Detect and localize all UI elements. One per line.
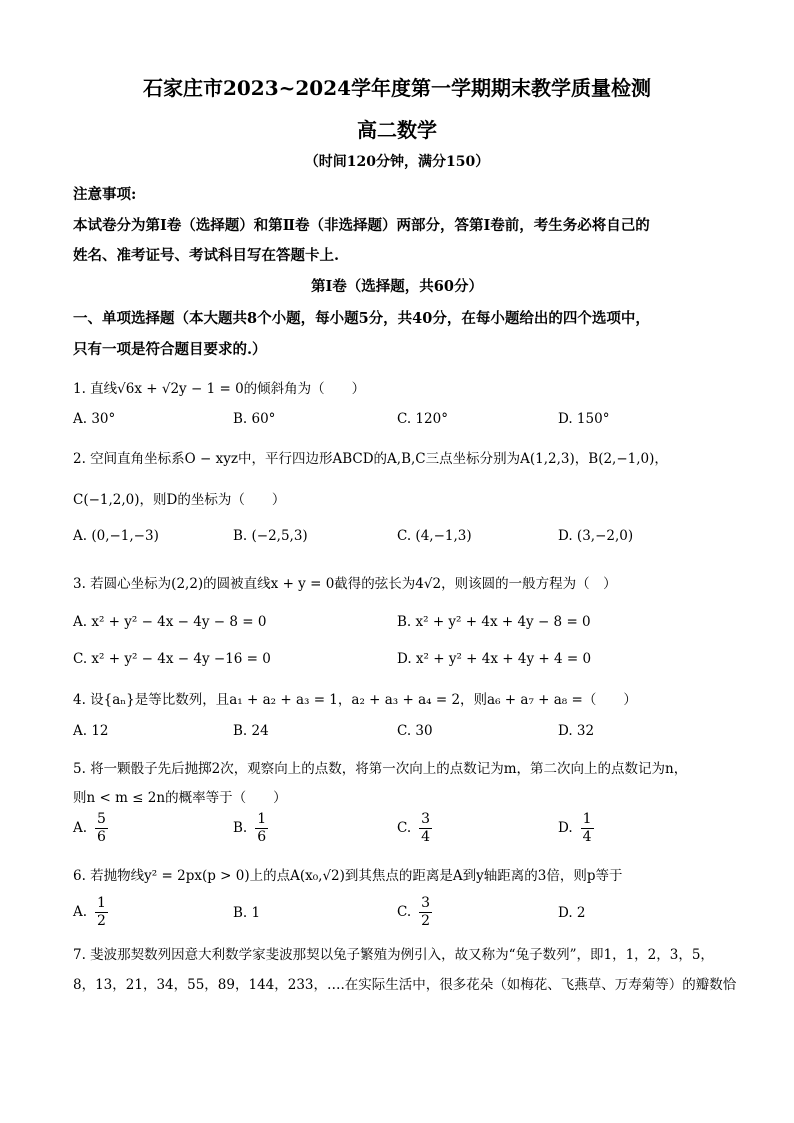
q2-option-a: A. (0,−1,−3) xyxy=(73,528,159,544)
q6-option-b: B. 1 xyxy=(233,905,261,921)
question-7-line-2: 8，13，21，34，55，89，144，233，….在实际生活中，很多花朵（如梅花、飞燕草、万寿菊等）的瓣数恰 xyxy=(73,977,737,993)
q5-option-b: B. $\frac{1}{6}$ xyxy=(233,811,267,845)
question-6: 6. 若抛物线y² = 2px(p > 0)上的点A(x₀,√2)到其焦点的距离是A到y轴距离的3倍，则p等于 xyxy=(73,868,623,884)
q4-option-a: A. 12 xyxy=(73,723,109,739)
question-3: 3. 若圆心坐标为(2,2)的圆被直线x + y = 0截得的弦长为4√2，则该圆的一般方程为（ ） xyxy=(73,576,617,592)
exam-info: （时间120分钟，满分150） xyxy=(304,154,490,170)
q1-option-b: B. 60° xyxy=(233,411,276,427)
section-heading-line-1: 一、单项选择题（本大题共8个小题，每小题5分，共40分，在每小题给出的四个选项中， xyxy=(73,310,650,327)
notes-line-1: 本试卷分为第I卷（选择题）和第Ⅱ卷（非选择题）两部分，答第I卷前，考生务必将自己的 xyxy=(73,217,650,234)
q4-option-d: D. 32 xyxy=(558,723,595,739)
question-5-line-2: 则n < m ≤ 2n的概率等于（ ） xyxy=(73,790,287,806)
q2-option-c: C. (4,−1,3) xyxy=(397,528,472,544)
q5-option-c: C. $\frac{3}{4}$ xyxy=(397,811,431,845)
q3-option-c: C. x² + y² − 4x − 4y −16 = 0 xyxy=(73,651,271,667)
q1-option-d: D. 150° xyxy=(558,411,610,427)
question-4: 4. 设{aₙ}是等比数列，且a₁ + a₂ + a₃ = 1，a₂ + a₃ + a₄ = 2，则a₆ + a₇ + a₈ =（ ） xyxy=(73,692,637,708)
notes-heading: 注意事项: xyxy=(73,186,137,203)
q1-option-a: A. 30° xyxy=(73,411,116,427)
q2-option-d: D. (3,−2,0) xyxy=(558,528,634,544)
question-1: 1. 直线√6x + √2y − 1 = 0的倾斜角为（ ） xyxy=(73,381,366,397)
question-7-line-1: 7. 斐波那契数列因意大利数学家斐波那契以兔子繁殖为例引入，故又称为“兔子数列”，即1，1，2，3，5， xyxy=(73,947,714,963)
q6-option-a: A. $\frac{1}{2}$ xyxy=(73,895,106,929)
subject-title: 高二数学 xyxy=(357,118,437,142)
question-2-line-1: 2. 空间直角坐标系O − xyz中，平行四边形ABCD的A,B,C三点坐标分别为A(1,2,3)，B(2,−1,0)， xyxy=(73,451,668,467)
q4-option-b: B. 24 xyxy=(233,723,269,739)
question-2-line-2: C(−1,2,0)，则D的坐标为（ ） xyxy=(73,492,286,508)
q3-option-a: A. x² + y² − 4x − 4y − 8 = 0 xyxy=(73,614,267,630)
part1-heading: 第I卷（选择题，共60分） xyxy=(311,278,483,295)
q1-option-c: C. 120° xyxy=(397,411,448,427)
q3-option-b: B. x² + y² + 4x + 4y − 8 = 0 xyxy=(397,614,591,630)
q6-option-c: C. $\frac{3}{2}$ xyxy=(397,895,431,929)
notes-line-2: 姓名、准考证号、考试科目写在答题卡上. xyxy=(73,247,340,264)
q5-option-d: D. $\frac{1}{4}$ xyxy=(558,811,592,845)
section-heading-line-2: 只有一项是符合题目要求的.） xyxy=(73,341,267,358)
question-5-line-1: 5. 将一颗骰子先后抛掷2次，观察向上的点数，将第一次向上的点数记为m，第二次向上的点数记为n， xyxy=(73,761,688,777)
q6-option-d: D. 2 xyxy=(558,905,586,921)
q2-option-b: B. (−2,5,3) xyxy=(233,528,308,544)
exam-title: 石家庄市2023~2024学年度第一学期期末教学质量检测 xyxy=(142,76,652,100)
q5-option-a: A. $\frac{5}{6}$ xyxy=(73,811,106,845)
q3-option-d: D. x² + y² + 4x + 4y + 4 = 0 xyxy=(397,651,592,667)
q4-option-c: C. 30 xyxy=(397,723,433,739)
